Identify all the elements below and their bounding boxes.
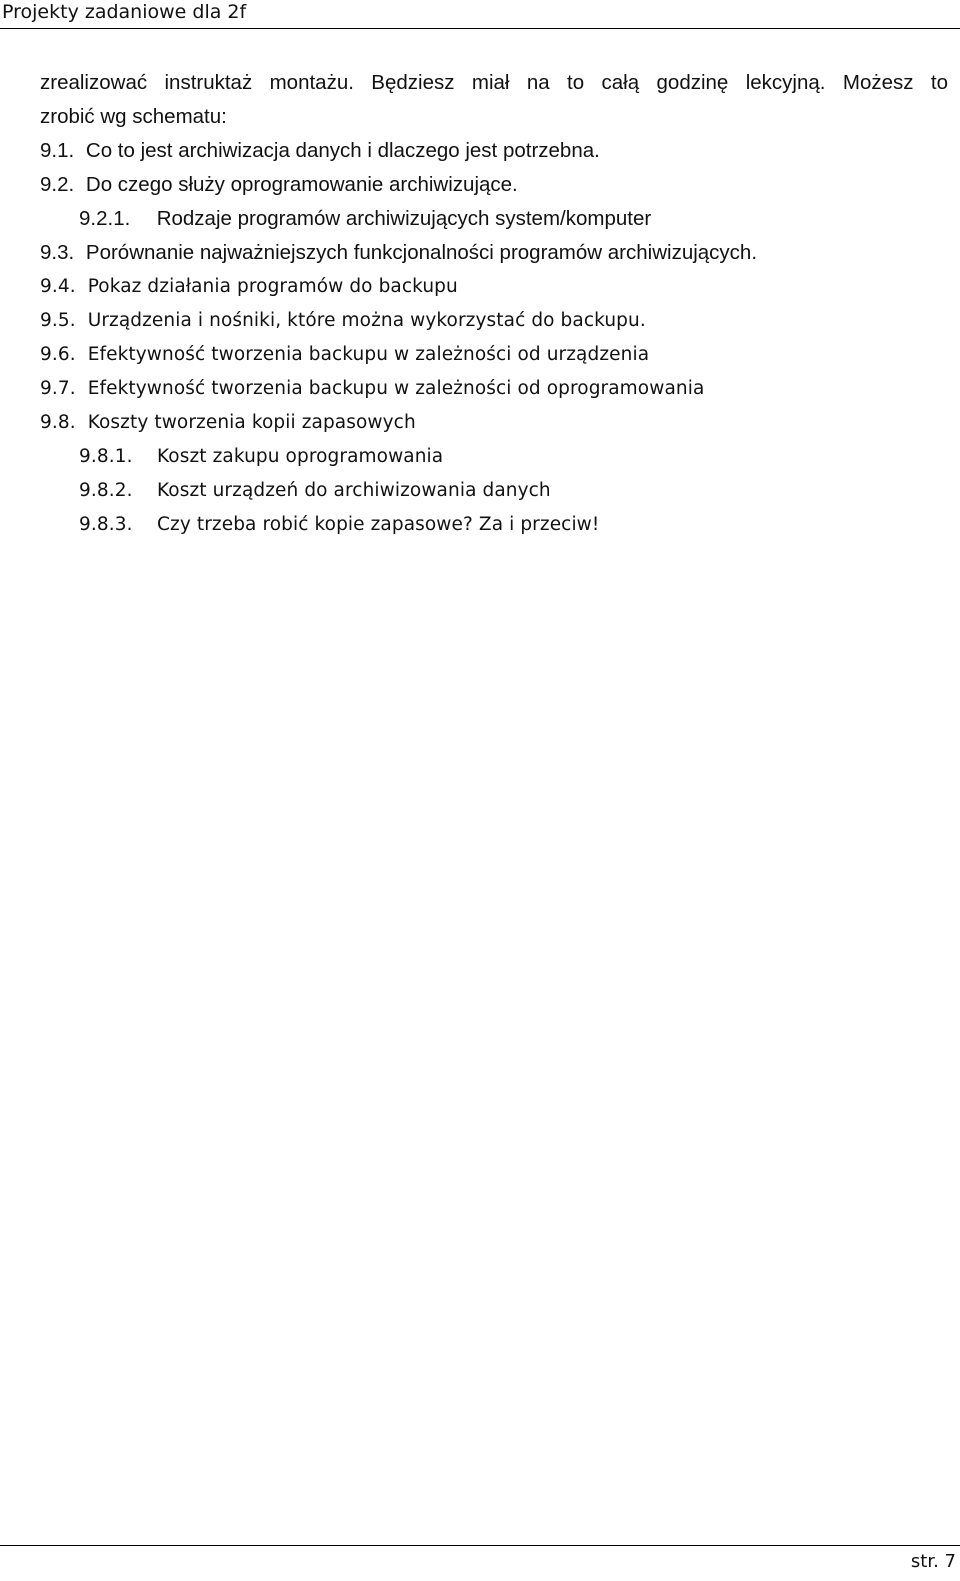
page-number: str. 7 <box>910 1551 956 1572</box>
outline-item-text: Czy trzeba robić kopie zapasowe? Za i przeciw! <box>156 514 600 535</box>
outline-item-number: 9.7. <box>40 378 76 399</box>
outline-item-text: Co to jest archiwizacja danych i dlaczego jest potrzebna. <box>85 139 600 162</box>
outline-item-number: 9.3. <box>40 241 75 264</box>
outline-item <box>40 406 950 440</box>
page-footer <box>0 1545 960 1581</box>
outline-item-number: 9.1. <box>40 139 75 162</box>
outline-item-number: 9.6. <box>40 344 76 365</box>
outline-item-text: Pokaz działania programów do backupu <box>87 276 458 297</box>
outline-item-number: 9.5. <box>40 310 76 331</box>
document-body <box>40 66 950 542</box>
outline-item-text: Koszty tworzenia kopii zapasowych <box>87 412 416 433</box>
outline-item <box>40 168 950 202</box>
outline-item-number: 9.2. <box>40 173 75 196</box>
outline-item-number: 9.8.3. <box>79 514 133 535</box>
outline-item-text: Efektywność tworzenia backupu w zależności od urządzenia <box>87 344 650 365</box>
outline-item-text: Rodzaje programów archiwizujących system/komputer <box>156 207 652 230</box>
outline-item <box>40 508 950 542</box>
page-header <box>0 0 960 29</box>
intro-paragraph-line-1: zrealizować instruktaż montażu. Będziesz miał na to całą godzinę lekcyjną. Możesz to <box>40 71 948 94</box>
header-title: Projekty zadaniowe dla 2f <box>2 1 247 23</box>
outline-item <box>40 270 950 304</box>
outline-item-text: Efektywność tworzenia backupu w zależności od oprogramowania <box>87 378 705 399</box>
footer-divider <box>0 1545 960 1546</box>
outline-item <box>40 304 950 338</box>
outline-item-text: Koszt zakupu oprogramowania <box>156 446 444 467</box>
outline-item-number: 9.8. <box>40 412 76 433</box>
intro-paragraph-line-2: zrobić wg schematu: <box>40 105 227 128</box>
outline-item <box>40 372 950 406</box>
outline-item-text: Urządzenia i nośniki, które można wykorzystać do backupu. <box>87 310 646 331</box>
outline-item-text: Do czego służy oprogramowanie archiwizujące. <box>85 173 518 196</box>
outline-item <box>40 134 950 168</box>
outline-item <box>40 338 950 372</box>
outline-item-number: 9.2.1. <box>79 207 131 230</box>
outline-item-text: Koszt urządzeń do archiwizowania danych <box>156 480 551 501</box>
outline-item <box>40 236 950 270</box>
outline-item-number: 9.8.1. <box>79 446 133 467</box>
outline-item <box>40 474 950 508</box>
outline-item <box>40 440 950 474</box>
outline-list <box>40 134 950 542</box>
outline-item-number: 9.4. <box>40 276 76 297</box>
outline-item <box>40 202 950 236</box>
outline-item-number: 9.8.2. <box>79 480 133 501</box>
outline-item-text: Porównanie najważniejszych funkcjonalności programów archiwizujących. <box>85 241 758 264</box>
